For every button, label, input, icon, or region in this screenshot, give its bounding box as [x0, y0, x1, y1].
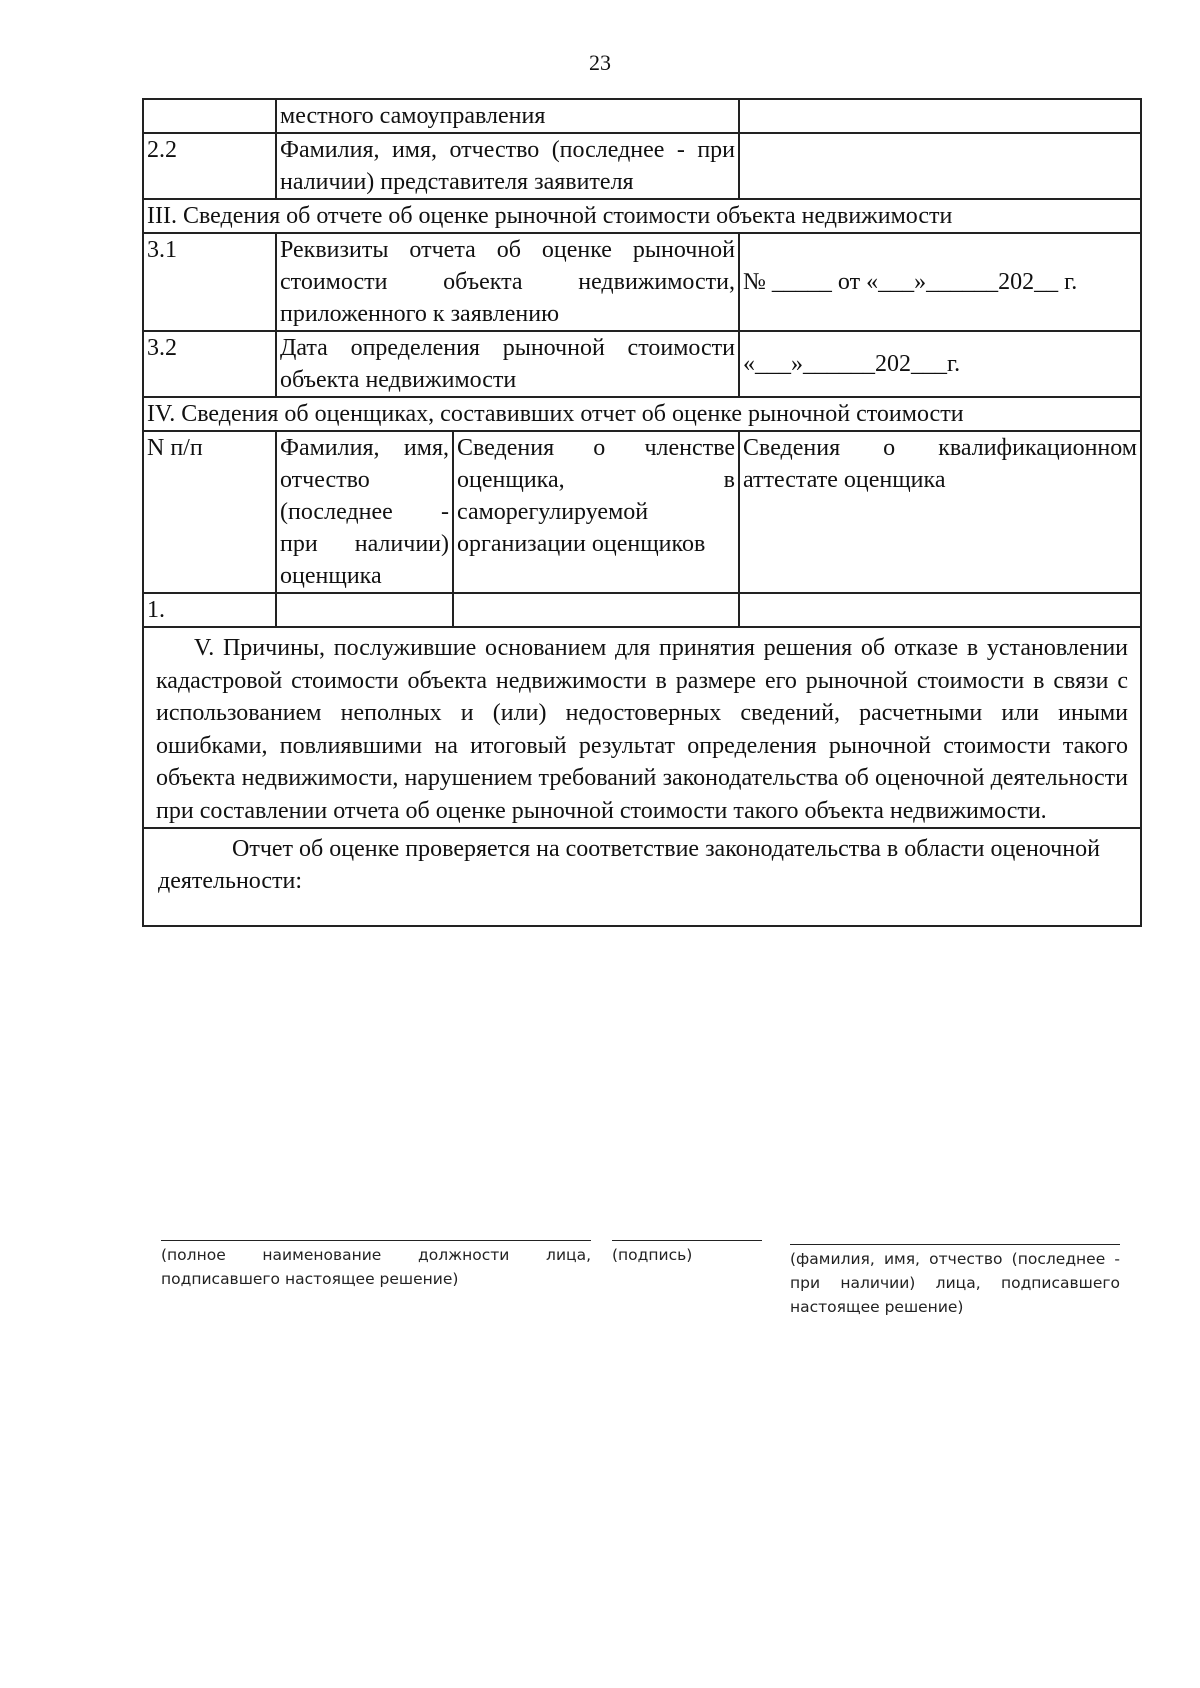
table-row	[143, 133, 1141, 199]
table-cell	[739, 593, 1141, 627]
column-header: Фамилия, имя, отчество (последнее - при наличии) оценщика	[276, 431, 453, 593]
check-row	[143, 828, 1141, 926]
signature-line	[790, 1244, 1120, 1245]
signature-name-block	[790, 1244, 1120, 1319]
column-header: Сведения о членстве оценщика, в саморегулируемой организации оценщиков	[453, 431, 739, 593]
name-caption: (фамилия, имя, отчество (последнее - при наличии) лица, подписавшего настоящее решение)	[790, 1250, 1120, 1316]
table-row	[143, 331, 1141, 397]
decision-form-table	[142, 98, 1142, 927]
section-5-row	[143, 627, 1141, 828]
row-number-cell	[143, 99, 276, 133]
row-number: 3.2	[143, 331, 276, 397]
row-number: 3.1	[143, 233, 276, 331]
signature-sign-block	[612, 1240, 762, 1267]
section-4-title: IV. Сведения об оценщиках, составивших отчет об оценке рыночной стоимости	[143, 397, 1141, 431]
valuation-date-value: «___»______202___г.	[739, 331, 1141, 397]
table-cell: 1.	[143, 593, 276, 627]
row-label: Дата определения рыночной стоимости объекта недвижимости	[276, 331, 739, 397]
row-value-cell	[739, 133, 1141, 199]
section-5-cell	[143, 627, 1141, 828]
report-details-value: № _____ от «___»______202__ г.	[739, 233, 1141, 331]
column-header: N п/п	[143, 431, 276, 593]
signature-caption: (подпись)	[612, 1246, 693, 1264]
appraisers-header-row	[143, 431, 1141, 593]
row-value-cell	[739, 99, 1141, 133]
section-3-title: III. Сведения об отчете об оценке рыночной стоимости объекта недвижимости	[143, 199, 1141, 233]
appraisers-data-row	[143, 593, 1141, 627]
signature-line	[612, 1240, 762, 1241]
page-number: 23	[589, 50, 611, 75]
check-text: Отчет об оценке проверяется на соответствие законодательства в области оценочной деятельности:	[158, 836, 1100, 894]
row-label: местного самоуправления	[276, 99, 739, 133]
row-number: 2.2	[143, 133, 276, 199]
position-caption: (полное наименование должности лица, подписавшего настоящее решение)	[161, 1246, 591, 1288]
table-cell	[453, 593, 739, 627]
signature-line	[161, 1240, 591, 1241]
section-header-row	[143, 397, 1141, 431]
table-cell	[276, 593, 453, 627]
row-label: Фамилия, имя, отчество (последнее - при наличии) представителя заявителя	[276, 133, 739, 199]
check-cell	[143, 828, 1141, 926]
row-label: Реквизиты отчета об оценке рыночной стоимости объекта недвижимости, приложенного к заявлению	[276, 233, 739, 331]
table-row	[143, 99, 1141, 133]
column-header: Сведения о квалификационном аттестате оценщика	[739, 431, 1141, 593]
signature-position-block	[161, 1240, 591, 1291]
section-5-text: V. Причины, послужившие основанием для принятия решения об отказе в установлении кадастровой стоимости объекта недвижимости в размере его рыночной стоимости в связи с использованием неполных и (или) недостоверных сведений, расчетными или иными ошибками, повлиявшими на итоговый результат определения рыночной стоимости такого объекта недвижимости, нарушением требований законодательства об оценочной деятельности при составлении отчета об оценке рыночной стоимости такого объекта недвижимости.	[156, 635, 1128, 824]
table-row	[143, 233, 1141, 331]
section-header-row	[143, 199, 1141, 233]
